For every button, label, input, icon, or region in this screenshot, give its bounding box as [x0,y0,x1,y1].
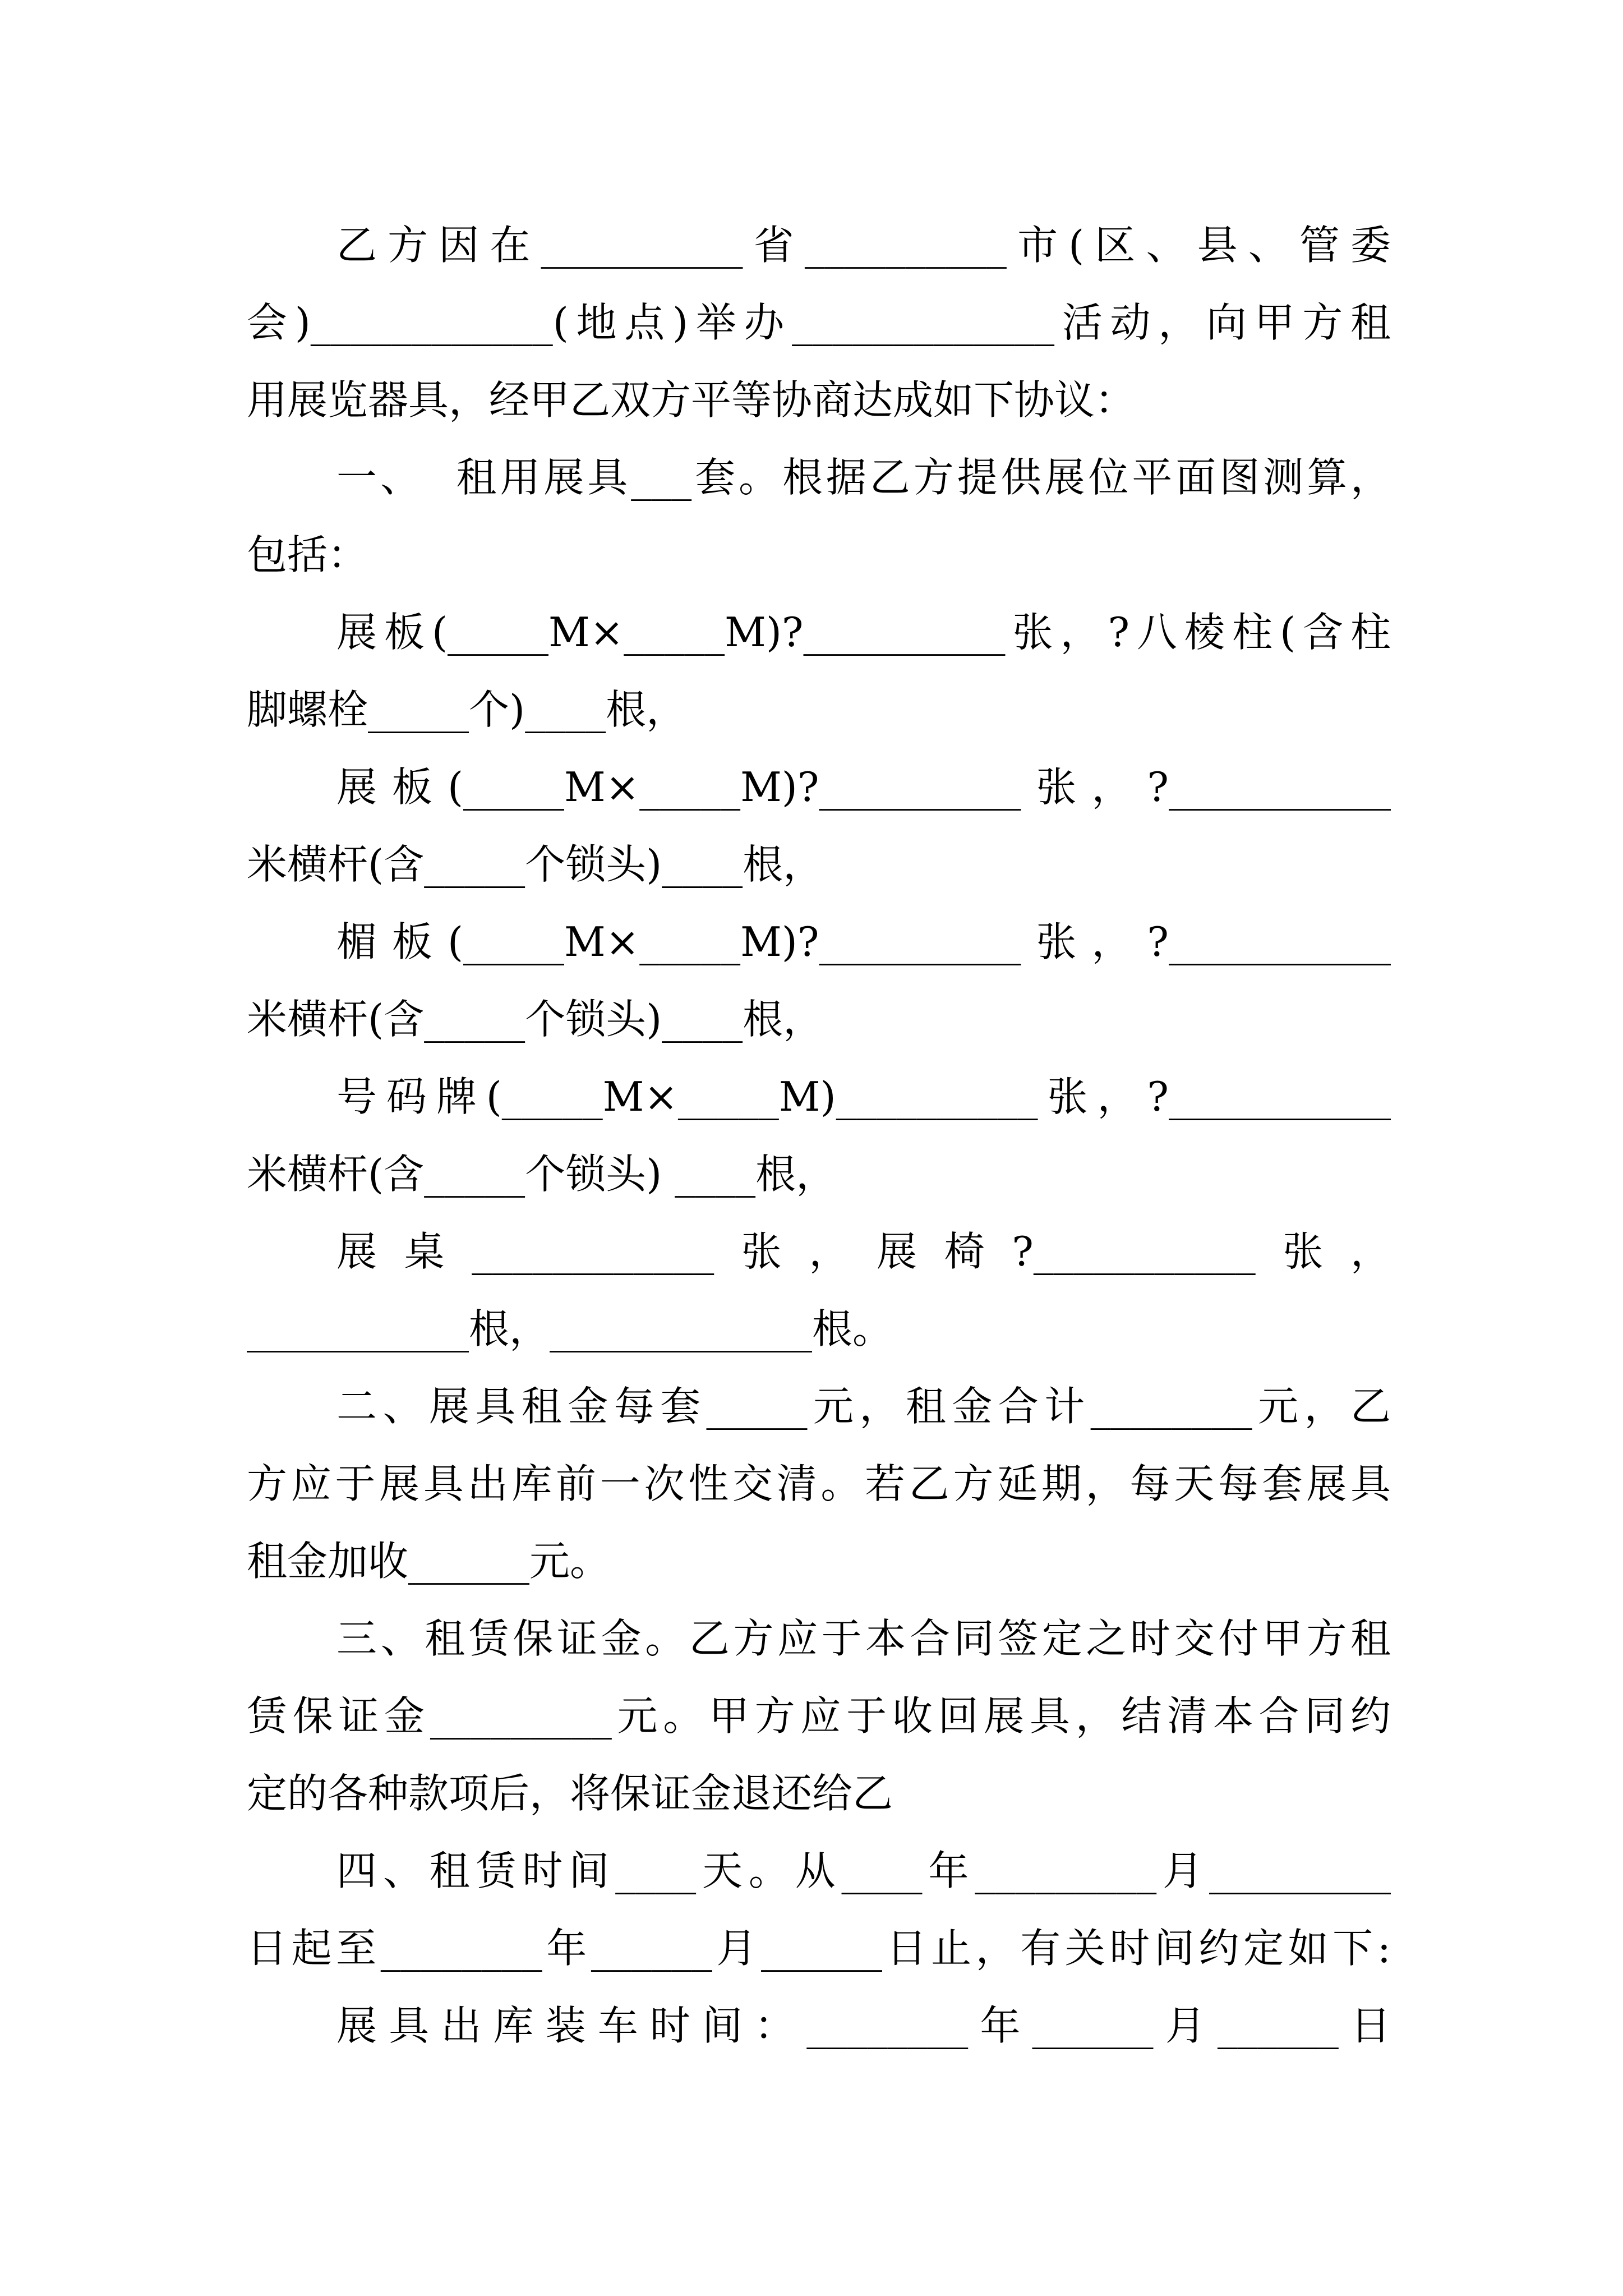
item-line: 展板(_____M×_____M)?__________张，?八棱柱(含柱 [336,609,1391,656]
clause-2-line: 二、展具租金每套_____元，租金合计________元，乙 [336,1383,1391,1430]
item-line: ___________根，_____________根。 [247,1305,893,1352]
item-line: 米横杆(含_____个锁头)____根， [247,996,824,1043]
item-line: 展桌____________张，展椅?___________张， [336,1228,1391,1275]
clause-2-line: 租金加收______元。 [247,1538,611,1585]
clause-2-line: 方应于展具出库前一次性交清。若乙方延期，每天每套展具 [247,1460,1391,1507]
item-line: 楣板(_____M×_____M)?__________张，?___________ [336,918,1391,965]
item-line: 米横杆(含_____个锁头) ____根， [247,1151,837,1198]
clause-1-line: 一、 租用展具___套。根据乙方提供展位平面图测算， [336,454,1391,501]
clause-4-line: 四、租赁时间____天。从____年_________月_________ [336,1847,1391,1894]
clause-3-line: 三、租赁保证金。乙方应于本合同签定之时交付甲方租 [336,1615,1391,1662]
paragraph-line: 乙方因在__________省__________市(区、县、管委 [336,222,1391,269]
paragraph-line: 用展览器具，经甲乙双方平等协商达成如下协议： [247,376,1136,424]
item-line: 号码牌(_____M×_____M)__________张，?___________ [336,1073,1391,1120]
clause-3-line: 赁保证金_________元。甲方应于收回展具，结清本合同约 [247,1692,1391,1740]
clause-1-line: 包括： [247,531,368,578]
item-line: 米横杆(含_____个锁头)____根， [247,841,824,888]
paragraph-line: 会)____________(地点)举办_____________活动，向甲方租 [247,299,1391,346]
item-line: 展板(_____M×_____M)?__________张，?___________ [336,763,1391,811]
clause-4-line: 日起至________年______月______日止，有关时间约定如下: [247,1925,1391,1972]
item-line: 脚螺栓_____个)____根， [247,686,687,733]
clause-4-line: 展具出库装车时间：________年______月______日 [336,2002,1391,2049]
clause-3-line: 定的各种款项后，将保证金退还给乙 [247,1770,893,1817]
contract-body [247,206,1391,2064]
